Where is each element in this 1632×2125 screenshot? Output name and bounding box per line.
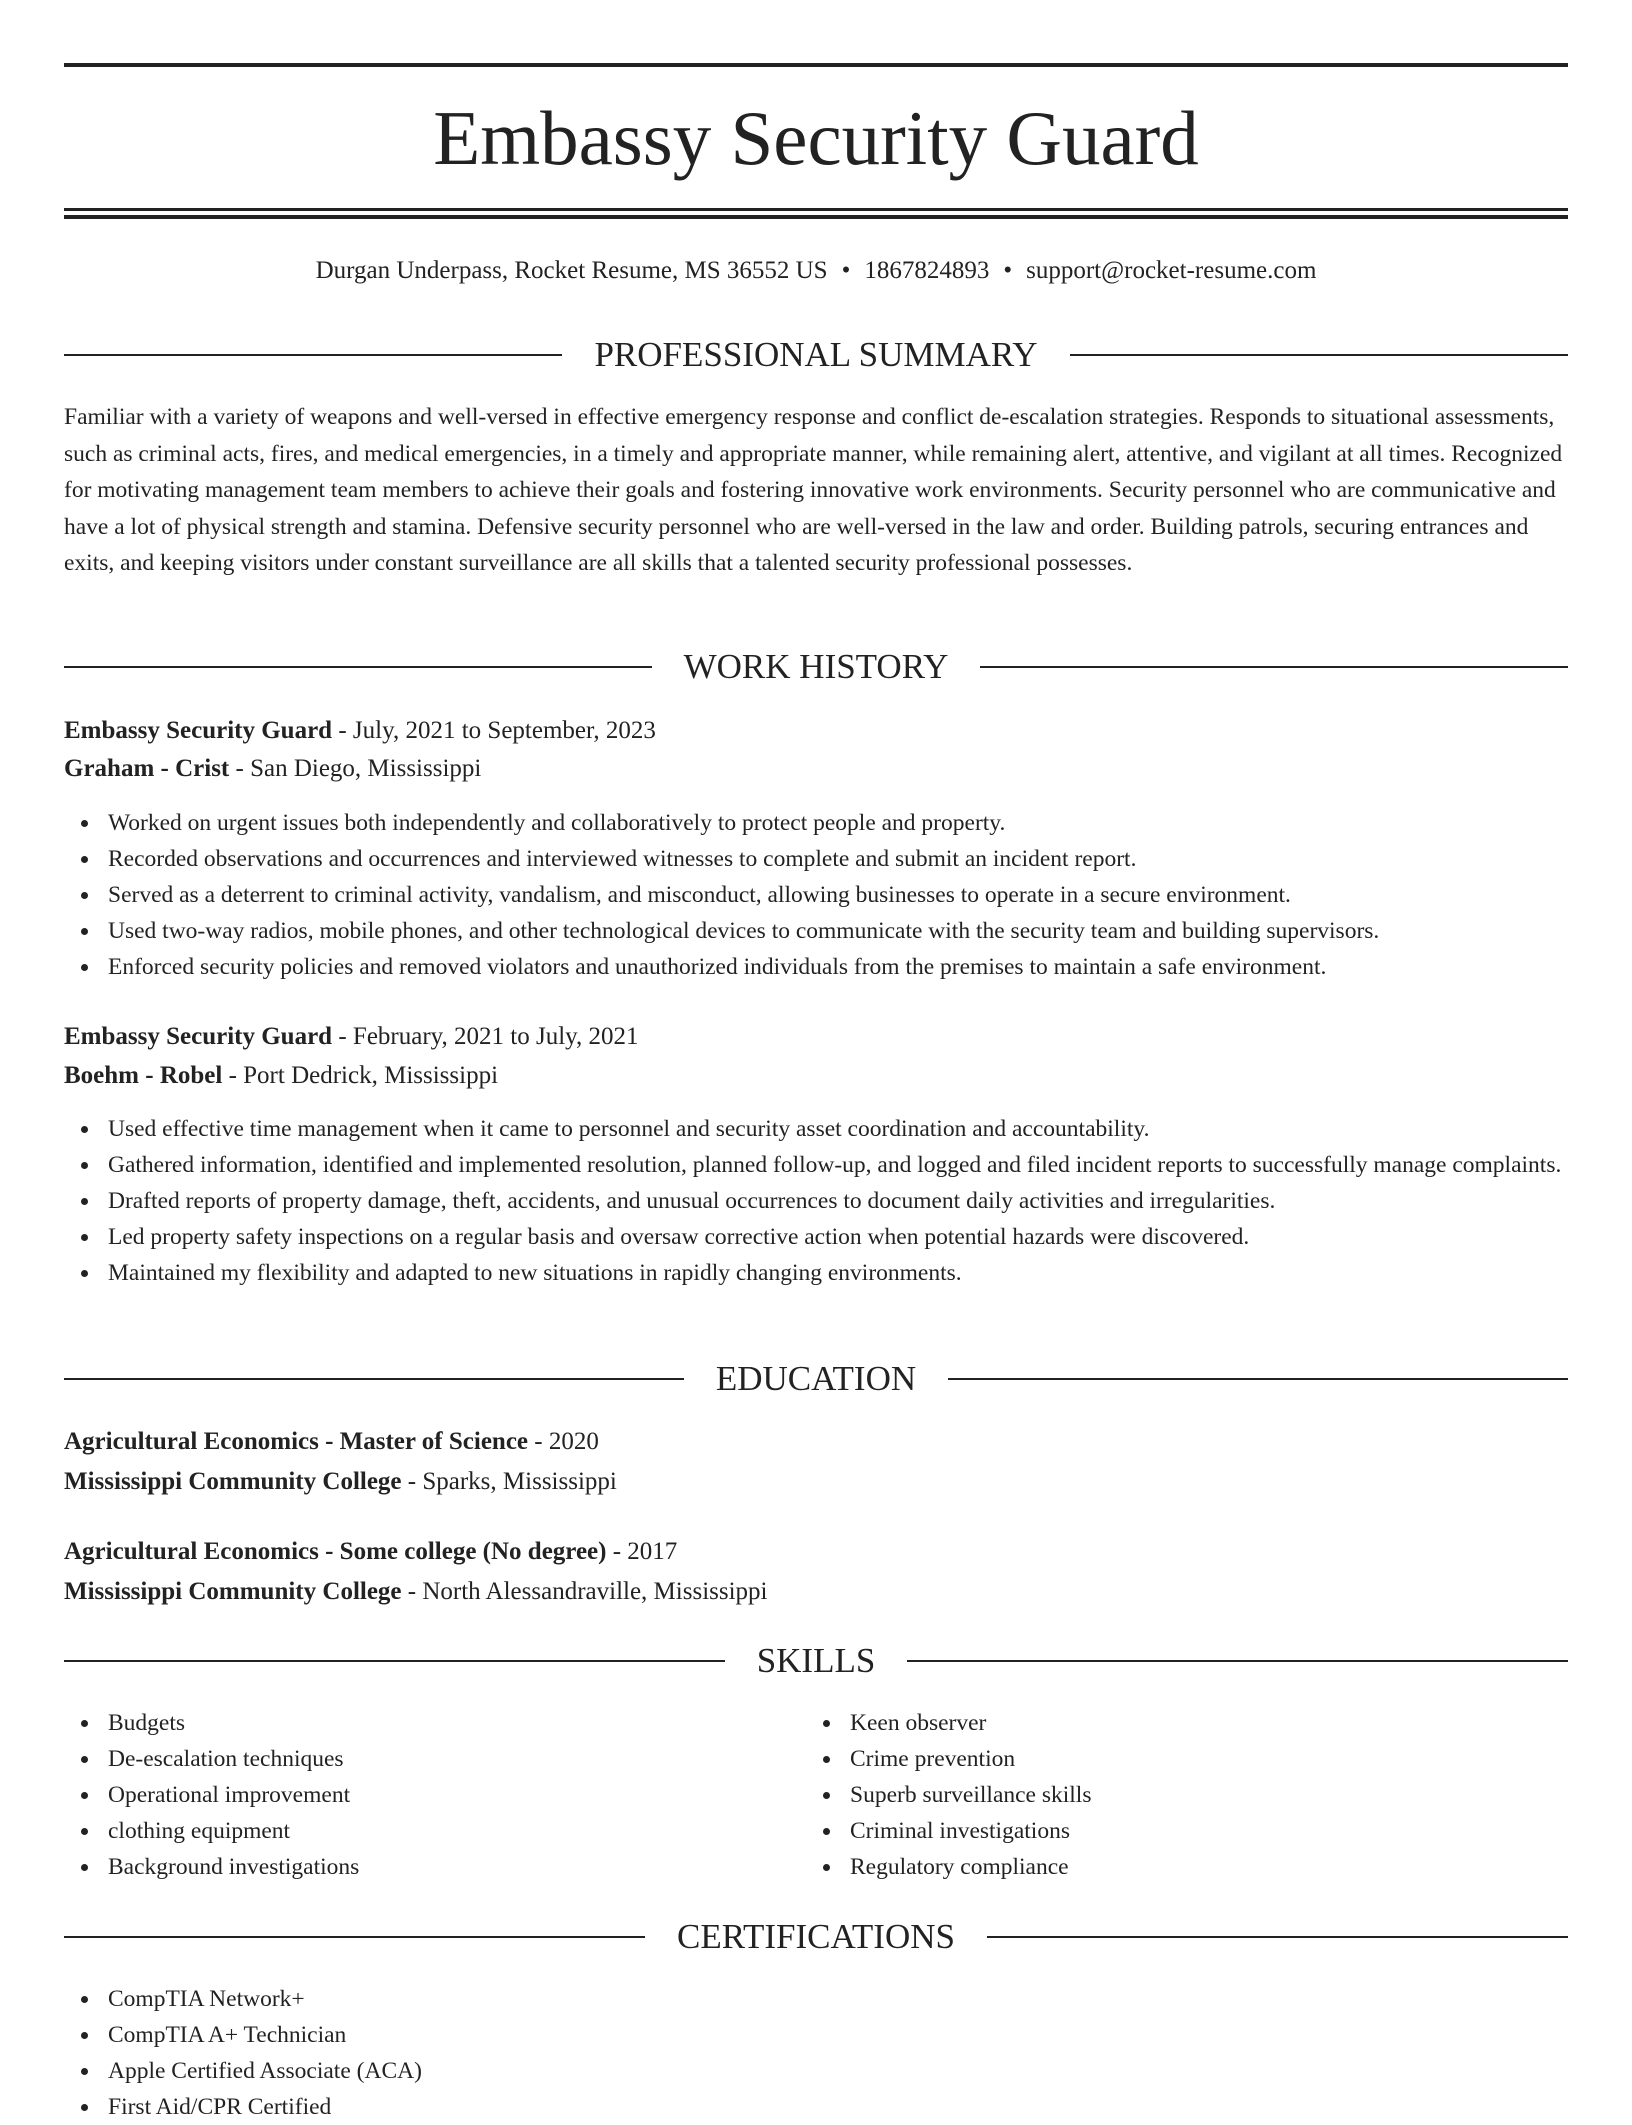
job-location: - San Diego, Mississippi [229, 755, 482, 782]
job-title: Embassy Security Guard [64, 717, 333, 744]
education-location: - Sparks, Mississippi [401, 1468, 617, 1495]
certification-item: CompTIA A+ Technician [64, 2017, 1568, 2053]
section-heading-work-history [64, 645, 1568, 689]
skill-item: clothing equipment [64, 1813, 1568, 1849]
education-degree-line [64, 1424, 1568, 1460]
education-degree: Agricultural Economics - Master of Science [64, 1428, 529, 1455]
list-item: Worked on urgent issues both independently and collaboratively to protect people and property. [64, 805, 1568, 841]
job-employer: Boehm - Robel [64, 1062, 223, 1089]
job-employer-line [64, 1058, 1568, 1094]
skill-item: Crime prevention [806, 1741, 1632, 1777]
heading-rule [907, 1660, 1568, 1662]
skill-item: De-escalation techniques [64, 1741, 1568, 1777]
contact-address: Durgan Underpass, Rocket Resume, MS 36552 US [315, 257, 828, 284]
contact-email: support@rocket-resume.com [1026, 257, 1317, 284]
certification-item: Apple Certified Associate (ACA) [64, 2053, 1568, 2089]
heading-rule [948, 1378, 1568, 1380]
job-employer-line [64, 751, 1568, 787]
list-item: Served as a deterrent to criminal activity, vandalism, and misconduct, allowing businesses to operate in a secure environment. [64, 877, 1568, 913]
section-heading-education [64, 1357, 1568, 1401]
list-item: Drafted reports of property damage, theft, accidents, and unusual occurrences to document daily activities and irregularities. [64, 1183, 1568, 1219]
section-title: SKILLS [756, 1641, 876, 1680]
education-school-line [64, 1574, 1568, 1610]
education-year: - 2017 [606, 1538, 678, 1565]
heading-rule [980, 666, 1568, 668]
skill-item: Operational improvement [64, 1777, 1568, 1813]
list-item: Recorded observations and occurrences and interviewed witnesses to complete and submit an incident report. [64, 841, 1568, 877]
section-title: EDUCATION [715, 1359, 917, 1398]
education-school-line [64, 1464, 1568, 1500]
certifications-list [64, 1981, 1568, 2125]
section-title: WORK HISTORY [683, 647, 949, 686]
heading-rule [64, 1936, 645, 1938]
job-dates: - July, 2021 to September, 2023 [332, 717, 656, 744]
job-dates: - February, 2021 to July, 2021 [332, 1023, 639, 1050]
certification-item: CompTIA Network+ [64, 1981, 1568, 2017]
list-item: Led property safety inspections on a regular basis and oversaw corrective action when potential hazards were discovered. [64, 1219, 1568, 1255]
list-item: Enforced security policies and removed violators and unauthorized individuals from the premises to maintain a safe environment. [64, 949, 1568, 985]
header-top-rule [64, 63, 1568, 67]
skill-item: Regulatory compliance [806, 1849, 1632, 1885]
education-degree-line [64, 1534, 1568, 1570]
summary-text: Familiar with a variety of weapons and well-versed in effective emergency response and conflict de-escalation strategies. Responds to situational assessments, such as criminal acts, fires, and medical emergencies, in a timely and appropriate manner, while remaining alert, attentive, and vigilant at all times. Recognized for motivating management team members to achieve their goals and fostering innovative work environments. Security personnel who are communicative and have a lot of physical strength and stamina. Defensive security personnel who are well-versed in the law and order. Building patrols, securing entrances and exits, and keeping visitors under constant surveillance are all skills that a talented security professional possesses. [64, 404, 1563, 576]
contact-separator: • [1003, 257, 1013, 284]
heading-rule [987, 1936, 1568, 1938]
heading-rule [64, 666, 652, 668]
list-item: Maintained my flexibility and adapted to new situations in rapidly changing environments. [64, 1255, 1568, 1291]
list-item: Used effective time management when it came to personnel and security asset coordination and accountability. [64, 1111, 1568, 1147]
job-bullets [64, 805, 1568, 985]
header-bottom-rule-1 [64, 208, 1568, 211]
skill-item: Background investigations [64, 1849, 1568, 1885]
contact-phone: 1867824893 [864, 257, 990, 284]
skill-item: Budgets [64, 1705, 1568, 1741]
skill-item: Superb surveillance skills [806, 1777, 1632, 1813]
contact-separator: • [841, 257, 851, 284]
job-location: - Port Dedrick, Mississippi [222, 1062, 499, 1089]
skills-list-right [806, 1705, 1632, 1885]
heading-rule [64, 354, 562, 356]
heading-rule [64, 1660, 725, 1662]
education-school: Mississippi Community College [64, 1578, 402, 1605]
education-location: - North Alessandraville, Mississippi [401, 1578, 768, 1605]
header-bottom-rule-2 [64, 215, 1568, 219]
job-employer: Graham - Crist [64, 755, 230, 782]
skill-item: Keen observer [806, 1705, 1632, 1741]
job-title-line [64, 713, 1568, 749]
job-title-line [64, 1019, 1568, 1055]
education-year: - 2020 [528, 1428, 599, 1455]
list-item: Gathered information, identified and implemented resolution, planned follow-up, and logged and filed incident reports to successfully manage complaints. [64, 1147, 1568, 1183]
section-heading-summary [64, 333, 1568, 377]
list-item: Used two-way radios, mobile phones, and other technological devices to communicate with the security team and building supervisors. [64, 913, 1568, 949]
education-degree: Agricultural Economics - Some college (No degree) [64, 1538, 607, 1565]
candidate-name: Embassy Security Guard [433, 95, 1199, 181]
section-heading-skills [64, 1639, 1568, 1683]
contact-line [64, 254, 1568, 288]
certification-item: First Aid/CPR Certified [64, 2089, 1568, 2125]
heading-rule [64, 1378, 684, 1380]
section-title: CERTIFICATIONS [677, 1917, 955, 1956]
job-title: Embassy Security Guard [64, 1023, 333, 1050]
skill-item: Criminal investigations [806, 1813, 1632, 1849]
education-school: Mississippi Community College [64, 1468, 402, 1495]
heading-rule [1070, 354, 1568, 356]
job-bullets [64, 1111, 1568, 1291]
section-title: PROFESSIONAL SUMMARY [594, 335, 1038, 374]
section-heading-certifications [64, 1915, 1568, 1959]
